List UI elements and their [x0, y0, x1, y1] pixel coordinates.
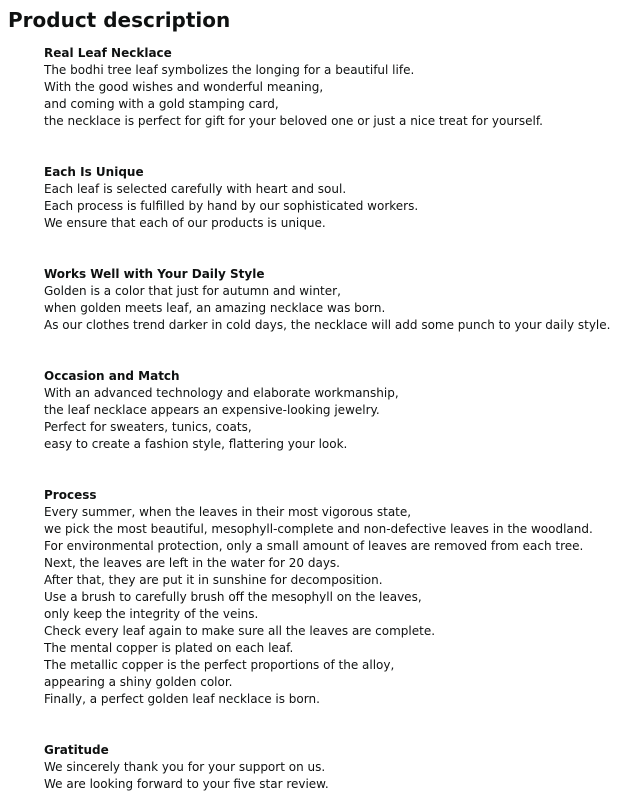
section-line: we pick the most beautiful, mesophyll-complete and non-defective leaves in the woodland. — [44, 522, 593, 536]
section-heading: Real Leaf Necklace — [44, 46, 172, 60]
section-daily-style — [44, 266, 634, 334]
section-line: easy to create a fashion style, flattering your look. — [44, 437, 348, 451]
section-each-is-unique — [44, 164, 634, 232]
section-line: Golden is a color that just for autumn and winter, — [44, 284, 341, 298]
section-line: Finally, a perfect golden leaf necklace is born. — [44, 692, 320, 706]
section-line: and coming with a gold stamping card, — [44, 97, 279, 111]
product-description-body — [44, 45, 634, 793]
section-line: The metallic copper is the perfect proportions of the alloy, — [44, 658, 395, 672]
section-line: Use a brush to carefully brush off the mesophyll on the leaves, — [44, 590, 422, 604]
section-line: We sincerely thank you for your support on us. — [44, 760, 326, 774]
section-line: the necklace is perfect for gift for your beloved one or just a nice treat for yourself. — [44, 114, 543, 128]
section-line: We are looking forward to your five star review. — [44, 777, 329, 791]
section-line: Each process is fulfilled by hand by our sophisticated workers. — [44, 199, 419, 213]
section-occasion-and-match — [44, 368, 634, 453]
section-line: The mental copper is plated on each leaf. — [44, 641, 294, 655]
section-heading: Each Is Unique — [44, 165, 144, 179]
section-line: the leaf necklace appears an expensive-looking jewelry. — [44, 403, 380, 417]
section-line: Check every leaf again to make sure all the leaves are complete. — [44, 624, 436, 638]
section-line: We ensure that each of our products is unique. — [44, 216, 326, 230]
section-heading: Occasion and Match — [44, 369, 180, 383]
section-real-leaf-necklace — [44, 45, 634, 130]
section-line: As our clothes trend darker in cold days, the necklace will add some punch to your daily style. — [44, 318, 611, 332]
section-line: appearing a shiny golden color. — [44, 675, 233, 689]
section-heading: Process — [44, 488, 97, 502]
section-line: With the good wishes and wonderful meaning, — [44, 80, 324, 94]
section-line: With an advanced technology and elaborate workmanship, — [44, 386, 399, 400]
section-gratitude — [44, 742, 634, 793]
section-line: Each leaf is selected carefully with heart and soul. — [44, 182, 347, 196]
page-title: Product description — [8, 8, 231, 32]
section-line: only keep the integrity of the veins. — [44, 607, 259, 621]
section-line: Perfect for sweaters, tunics, coats, — [44, 420, 252, 434]
section-line: The bodhi tree leaf symbolizes the longing for a beautiful life. — [44, 63, 415, 77]
section-line: Next, the leaves are left in the water for 20 days. — [44, 556, 340, 570]
section-heading: Gratitude — [44, 743, 109, 757]
section-process — [44, 487, 634, 708]
section-heading: Works Well with Your Daily Style — [44, 267, 265, 281]
section-line: Every summer, when the leaves in their most vigorous state, — [44, 505, 412, 519]
section-line: After that, they are put it in sunshine for decomposition. — [44, 573, 383, 587]
section-line: For environmental protection, only a small amount of leaves are removed from each tree. — [44, 539, 584, 553]
section-line: when golden meets leaf, an amazing necklace was born. — [44, 301, 386, 315]
